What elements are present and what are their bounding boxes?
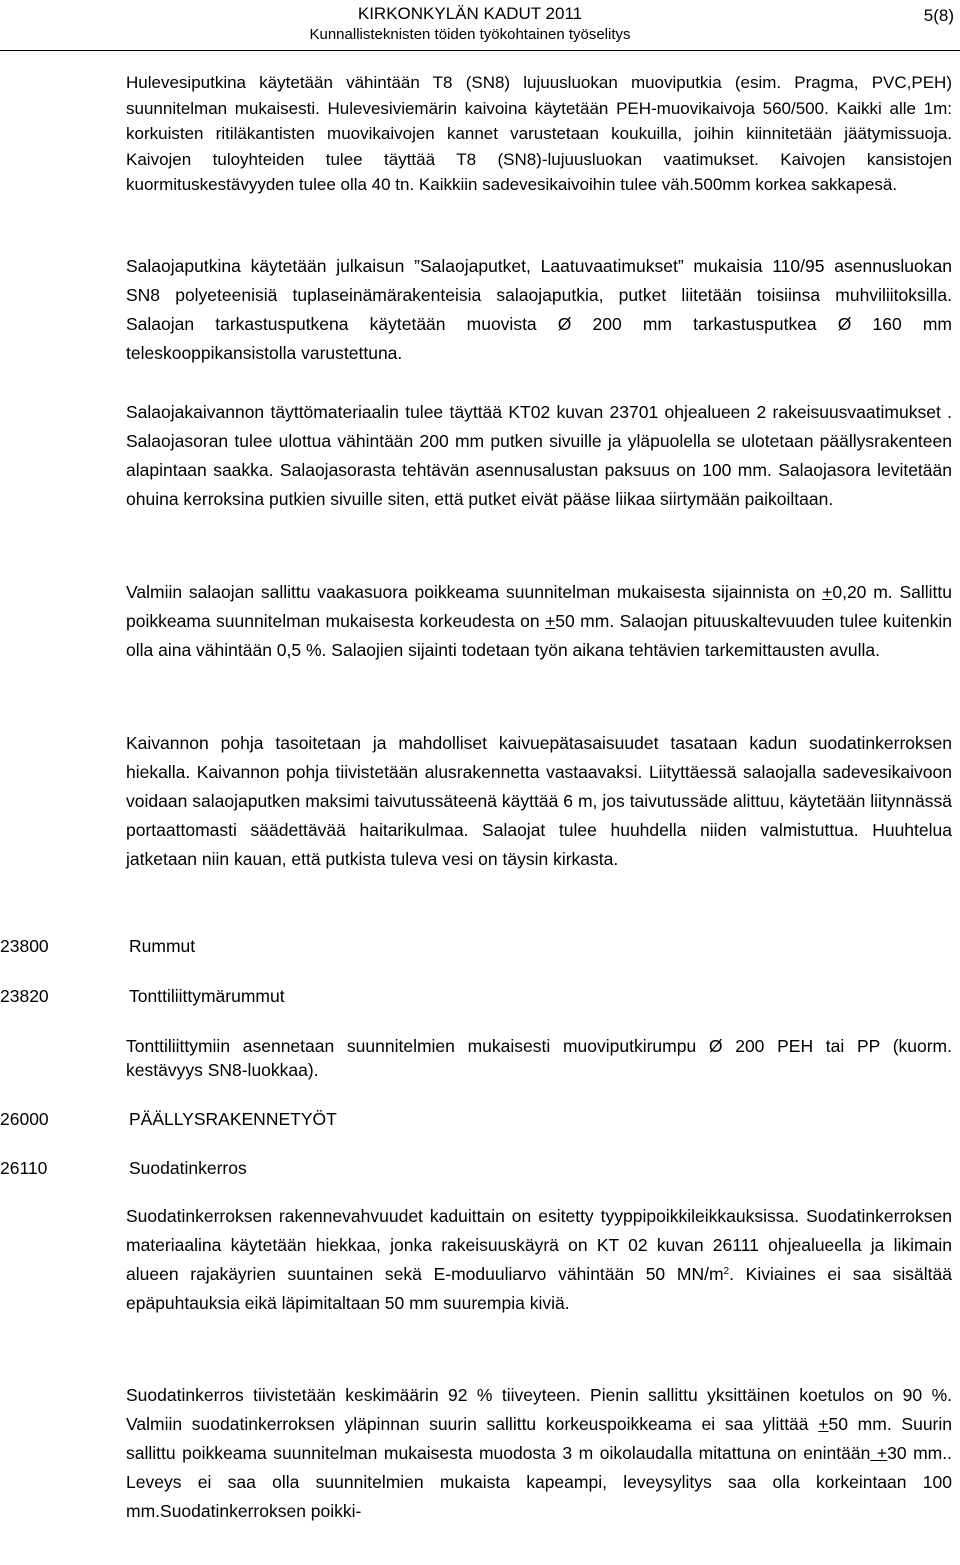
- text-run: 50 mm. Salaojan pituuskaltevuuden tulee kuitenkin olla aina vähintään 0,5 %. Salaojien sijainti todetaan työn aikana tehtävien tarkemittausten avulla.: [126, 611, 953, 660]
- page-number: 5(8): [923, 6, 954, 25]
- paragraph-suodatinkerros-materiaali: [126, 1202, 952, 1318]
- paragraph-kaivannon-pohja: Kaivannon pohja tasoitetaan ja mahdolliset kaivuepätasaisuudet tasataan kadun suodatinkerroksen hiekalla. Kaivannon pohja tiivistetään alusrakennetta vastaavaksi. Liityttäessä salaojalla sadevesikaivoon voidaan salaojaputken maksimi taivutussäteenä käyttää 6 m, jos taivutussäde alittuu, käytetään liitynnässä portaattomasti säädettävää haitarikulmaa. Salaojat tulee huuhdella niiden valmistuttua. Huuhtelua jatketaan niin kauan, että putkista tuleva vesi on täysin kirkasta.: [126, 733, 952, 869]
- paragraph-suodatinkerros-tiivistys: [126, 1381, 952, 1526]
- text-run: 50 mm. Suurin sallittu poikkeama suunnitelman mukaisesta muodosta 3 m oikolaudalla mitattuna on enintään: [126, 1414, 953, 1463]
- header-divider: [0, 50, 960, 51]
- text-run: 0,20 m. Sallittu poikkeama suunnitelman mukaisesta korkeudesta on: [126, 582, 952, 631]
- paragraph-salaojakaivanto: Salaojakaivannon täyttömateriaalin tulee täyttää KT02 kuvan 23701 ohjealueen 2 rakeisuusvaatimukset . Salaojasoran tulee ulottua vähintään 200 mm putken sivuille ja yläpuolella se ulotetaan päällysrakenteen alapintaan saakka. Salaojasorasta tehtävän asennusalustan paksuus on 100 mm. Salaojasora levitetään ohuina kerroksina putkien sivuille siten, että putket eivät pääse liikaa siirtymään paikoiltaan.: [126, 402, 952, 509]
- plus-minus-sign: +: [870, 1443, 888, 1463]
- paragraph-salaojan-poikkeama: [126, 578, 952, 665]
- plus-minus-sign: +: [818, 1414, 829, 1434]
- plus-minus-sign: +: [545, 611, 556, 631]
- plus-minus-sign: +: [822, 582, 833, 602]
- text-run: Suodatinkerros tiivistetään keskimäärin 92 % tiiveyteen. Pienin sallittu yksittäinen koetulos on 90 %. Valmiin suodatinkerroksen yläpinnan suurin sallittu korkeuspoikkeama ei saa ylittää: [126, 1385, 952, 1434]
- section-title-paallysrakennetyot: PÄÄLLYSRAKENNETYÖT: [129, 1109, 337, 1129]
- section-title-tonttiliittymarummut: Tonttiliittymärummut: [129, 986, 285, 1006]
- paragraph-tonttiliittymat: Tonttiliittymiin asennetaan suunnitelmien mukaisesti muoviputkirumpu Ø 200 PEH tai PP (kuorm. kestävyys SN8-luokkaa).: [126, 1036, 952, 1080]
- text-run: 30 mm.. Leveys ei saa olla suunnitelmien mukaista kapeampi, leveysylitys saa olla korkeintaan 100 mm.Suodatinkerroksen poikki-: [126, 1443, 952, 1521]
- document-title: KIRKONKYLÄN KADUT 2011: [357, 4, 583, 23]
- section-number: 26110: [0, 1158, 48, 1178]
- text-run: Suodatinkerroksen rakennevahvuudet kaduittain on esitetty tyyppipoikkileikkauksissa. Suodatinkerroksen materiaalina käytetään hiekkaa, jonka rakeisuuskäyrä on KT 02 kuvan 26111 ohjealueella ja likimain alueen rajakäyrien suuntainen sekä E-moduuliarvo vähintään 50 MN/m: [126, 1206, 952, 1284]
- text-run: Valmiin salaojan sallittu vaakasuora poikkeama suunnitelman mukaisesta sijainnista on: [126, 582, 823, 602]
- section-title-rummut: Rummut: [129, 936, 196, 956]
- paragraph-hulevesiputket: Hulevesiputkina käytetään vähintään T8 (SN8) lujuusluokan muoviputkia (esim. Pragma, PVC,PEH) suunnitelman mukaisesti. Hulevesiviemärin kaivoina käytetään PEH-muovikaivoja 560/500. Kaikki alle 1m: korkuisten ritiläkantisten muovikaivojen kannet varustetaan koukuilla, joihin kiinnitetään jäätymissuoja. Kaivojen tuloyhteiden tulee täyttää T8 (SN8)-lujuusluokan vaatimukset. Kaivojen kansistojen kuormituskestävyyden tulee olla 40 tn. Kaikkiin sadevesikaivoihin tulee väh.500mm korkea sakkapesä.: [126, 73, 952, 194]
- page-header: [0, 4, 960, 48]
- document-subtitle: Kunnallisteknisten töiden työkohtainen työselitys: [309, 26, 631, 43]
- section-number: 26000: [0, 1109, 49, 1129]
- section-number: 23800: [0, 936, 49, 956]
- section-title-suodatinkerros: Suodatinkerros: [129, 1158, 247, 1178]
- section-number: 23820: [0, 986, 49, 1006]
- text-run: . Kiviaines ei saa sisältää epäpuhtauksia eikä läpimitaltaan 50 mm suurempia kiviä.: [126, 1264, 952, 1313]
- superscript: 2: [723, 1266, 730, 1277]
- paragraph-salaojaputket: Salaojaputkina käytetään julkaisun ”Salaojaputket, Laatuvaatimukset” mukaisia 110/95 asennusluokan SN8 polyeteenisiä tuplaseinämärakenteisia salaojaputkia, putket liitetään toisiinsa muhviliitoksilla. Salaojan tarkastusputkena käytetään muovista Ø 200 mm tarkastusputkea Ø 160 mm teleskooppikansistolla varustettuna.: [126, 256, 952, 363]
